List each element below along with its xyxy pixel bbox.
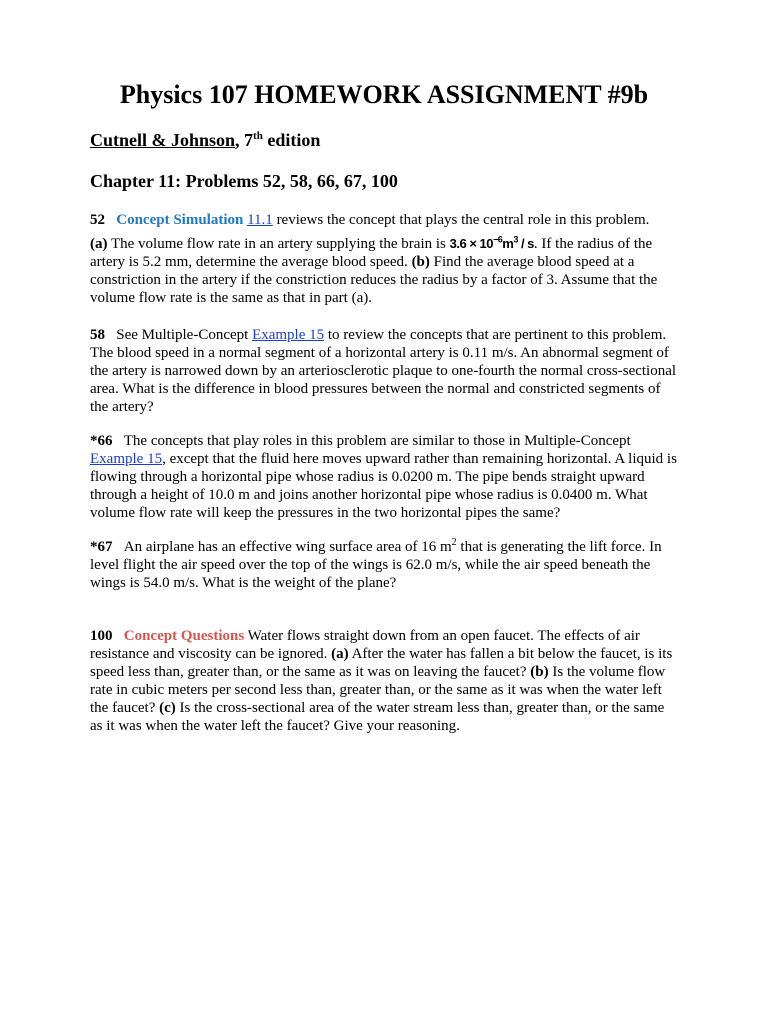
- problem-100: [90, 627, 680, 735]
- problem-66: [90, 432, 680, 522]
- problem-58: [90, 326, 680, 416]
- edition-superscript: th: [253, 130, 263, 142]
- chapter-heading: Chapter 11: Problems 52, 58, 66, 67, 100: [90, 171, 398, 191]
- part-b-text: Is the volume flow rate in cubic meters per second less than, greater than, or the same as it was when the water left the faucet?: [90, 664, 666, 716]
- problem-67-text-cont: that is generating the lift force. In level flight the air speed over the top of the wings is 62.0 m/s, while the air speed beneath the wings is 54.0 m/s. What is the weight of the plane?: [90, 539, 662, 591]
- problem-number: 100: [90, 628, 113, 644]
- problem-52-intro: [90, 211, 680, 229]
- problem-100-text: Water flows straight down from an open faucet. The effects of air resistance and viscosity can be ignored.: [90, 628, 640, 662]
- part-a-text: After the water has fallen a bit below the faucet, is its speed less than, greater than, or the same as it was on leaving the faucet?: [90, 646, 673, 680]
- problem-52-body: [90, 235, 680, 307]
- part-b-text: Find the average blood speed at a constriction in the artery if the constriction reduces the radius by a factor of 3. Assume that the volume flow rate is the same as that in part (a).: [90, 254, 658, 306]
- part-c-tag: (c): [159, 700, 176, 716]
- problem-52-intro-text: reviews the concept that plays the central role in this problem.: [272, 212, 650, 228]
- simulation-link[interactable]: 11.1: [247, 212, 273, 228]
- part-a-text: The volume flow rate in an artery supplying the brain is: [107, 236, 450, 252]
- problem-number: *66: [90, 433, 113, 449]
- part-a-tag: (a): [331, 646, 349, 662]
- example-15-link[interactable]: Example 15: [252, 327, 325, 343]
- problem-66-pre: The concepts that play roles in this problem are similar to those in Multiple-Concept: [123, 433, 631, 449]
- problem-number: *67: [90, 539, 113, 555]
- problem-58-text: to review the concepts that are pertinent to this problem. The blood speed in a normal segment of a horizontal artery is 0.11 m/s. An abnormal segment of the artery is narrowed down by an arteriosclerotic plaque to one-fourth the normal cross-sectional area. What is the difference in blood pressures between the normal and constricted segments of the artery?: [90, 327, 677, 415]
- concept-simulation-label: Concept Simulation: [116, 212, 244, 228]
- problem-52: [90, 211, 680, 307]
- flow-rate-formula: $3.6 \times 10^{-6}m^3 / s$: [449, 234, 534, 251]
- textbook-subtitle: [90, 130, 320, 151]
- edition-word: edition: [262, 130, 321, 150]
- edition-number: , 7: [235, 130, 254, 150]
- problem-67-text: An airplane has an effective wing surface area of 16 m: [123, 539, 452, 555]
- textbook-authors: Cutnell & Johnson: [90, 130, 236, 150]
- problem-58-pre: See Multiple-Concept: [116, 327, 253, 343]
- concept-questions-label: Concept Questions: [123, 628, 245, 644]
- page-title: Physics 107 HOMEWORK ASSIGNMENT #9b: [119, 80, 649, 109]
- part-b-tag: (b): [530, 664, 549, 680]
- problem-number: 52: [90, 212, 105, 228]
- part-a-text-cont: . If the radius of the artery is 5.2 mm, determine the average blood speed.: [90, 236, 653, 270]
- example-15-link[interactable]: Example 15: [90, 451, 163, 467]
- part-b-tag: (b): [411, 254, 430, 270]
- problem-67: [90, 538, 680, 592]
- problem-number: 58: [90, 327, 105, 343]
- part-a-tag: (a): [90, 236, 108, 252]
- problem-66-text: , except that the fluid here moves upward rather than remaining horizontal. A liquid is flowing through a horizontal pipe whose radius is 0.0200 m. The pipe bends straight upward through a height of 10.0 m and joins another horizontal pipe whose radius is 0.0400 m. What volume flow rate will keep the pressures in the two horizontal pipes the same?: [90, 451, 677, 521]
- part-c-text: Is the cross-sectional area of the water stream less than, greater than, or the same as it was when the water left the faucet? Give your reasoning.: [90, 700, 665, 734]
- squared-superscript: 2: [451, 537, 457, 548]
